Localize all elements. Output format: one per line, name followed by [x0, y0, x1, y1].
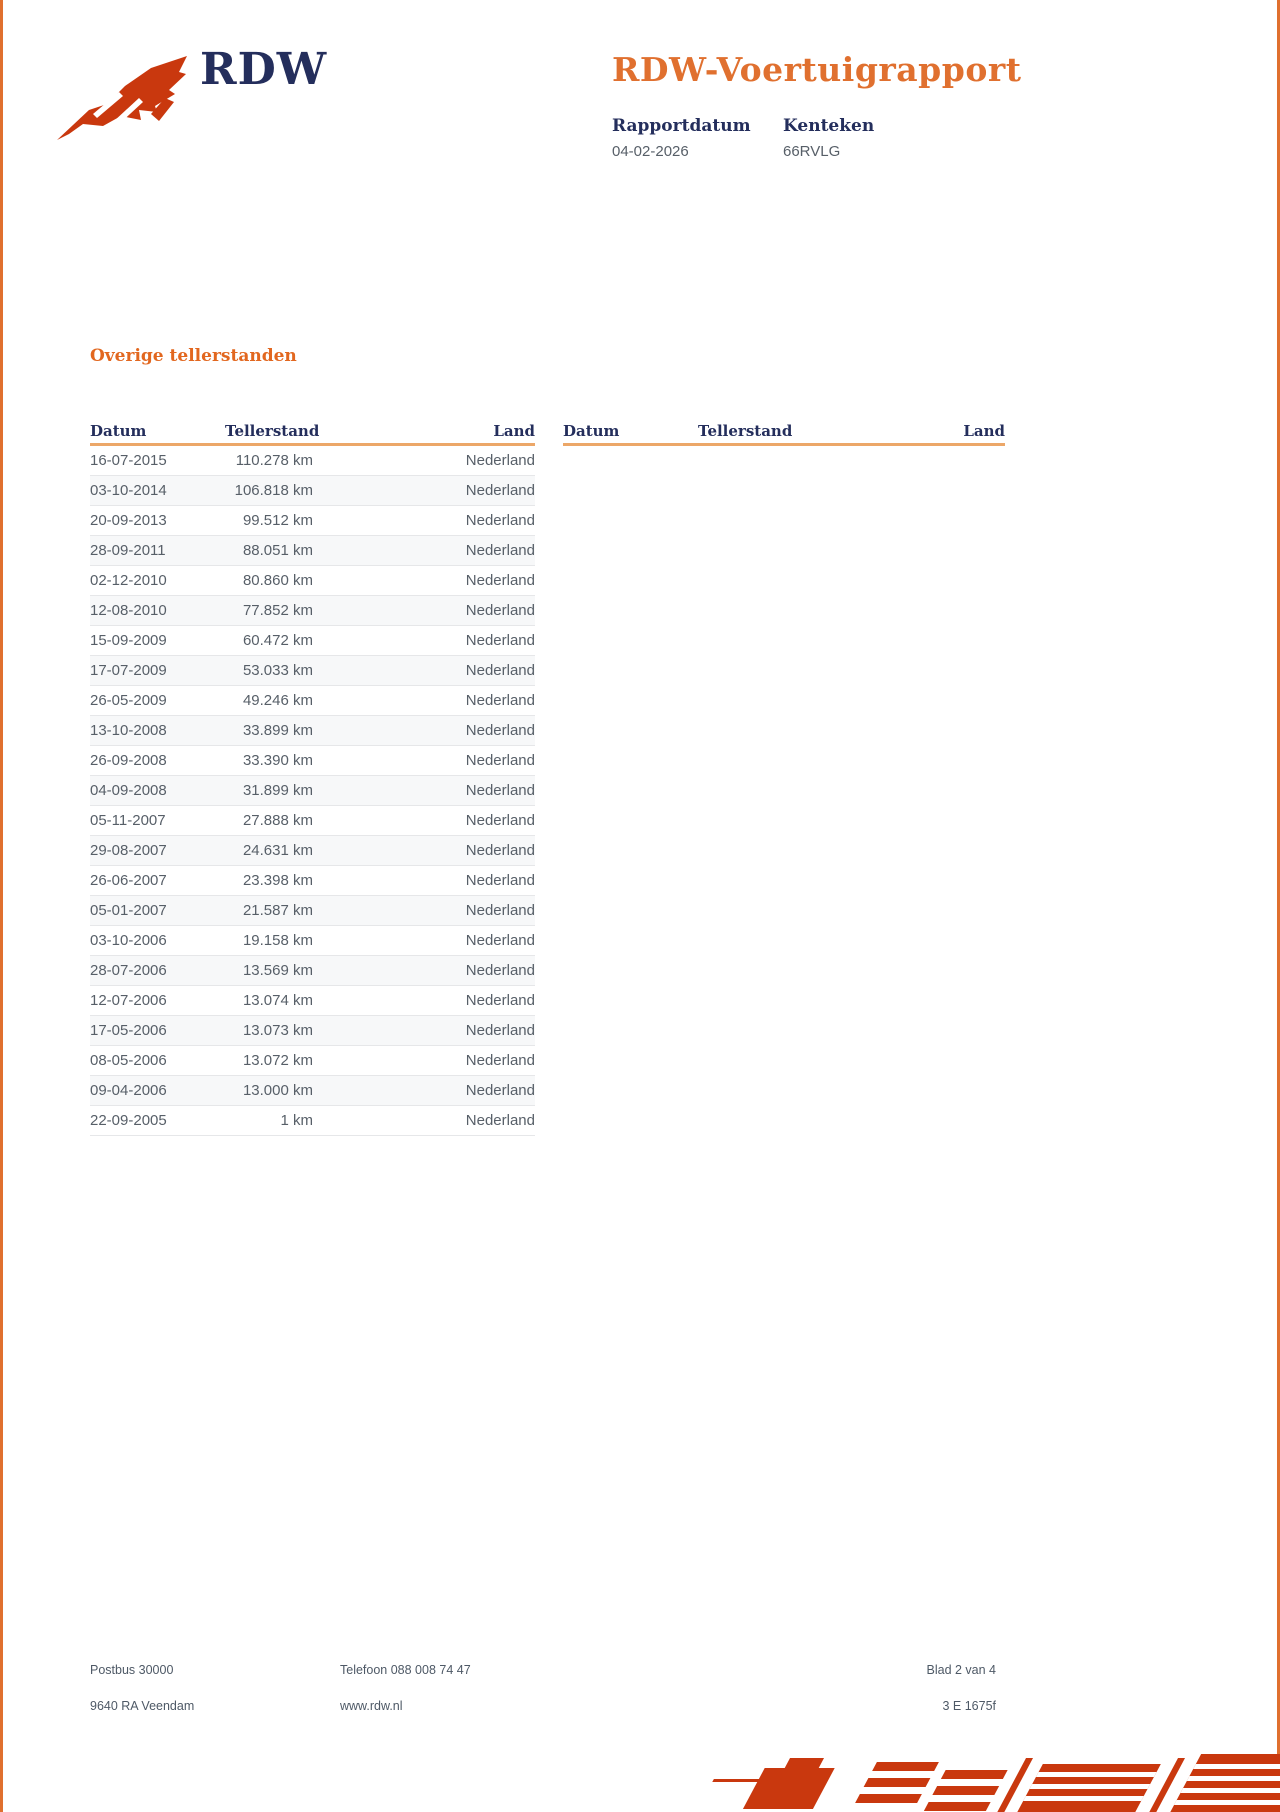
column-header-tellerstand: Tellerstand	[225, 422, 320, 440]
row-country: Nederland	[465, 932, 535, 949]
row-country: Nederland	[465, 1112, 535, 1129]
column-header-datum: Datum	[90, 422, 147, 440]
row-date: 28-09-2011	[90, 542, 166, 559]
row-date: 04-09-2008	[90, 782, 167, 799]
table-row	[90, 596, 535, 626]
row-date: 26-05-2009	[90, 692, 167, 709]
row-date: 12-07-2006	[90, 992, 167, 1009]
row-date: 20-09-2013	[90, 512, 167, 529]
table-row	[90, 656, 535, 686]
footer-page-indicator: Blad 2 van 4	[926, 1663, 996, 1677]
table-row	[90, 896, 535, 926]
table-row	[90, 956, 535, 986]
table-row	[90, 1076, 535, 1106]
table-row	[90, 1106, 535, 1136]
table-row	[90, 986, 535, 1016]
footer-phone: Telefoon 088 008 74 47	[340, 1663, 471, 1677]
row-reading: 33.899 km	[242, 722, 313, 739]
column-header-tellerstand: Tellerstand	[698, 422, 793, 440]
row-reading: 106.818 km	[234, 482, 313, 499]
row-date: 16-07-2015	[90, 452, 167, 469]
footer-document-code: 3 E 1675f	[942, 1699, 996, 1713]
row-reading: 24.631 km	[242, 842, 313, 859]
row-country: Nederland	[465, 1082, 535, 1099]
row-country: Nederland	[465, 632, 535, 649]
row-reading: 60.472 km	[242, 632, 313, 649]
table-row	[90, 686, 535, 716]
report-date-value: 04-02-2026	[612, 143, 689, 160]
row-date: 02-12-2010	[90, 572, 167, 589]
row-country: Nederland	[465, 842, 535, 859]
row-date: 08-05-2006	[90, 1052, 167, 1069]
odometer-table-body	[90, 446, 535, 1136]
row-reading: 1 km	[280, 1112, 313, 1129]
column-header-land: Land	[963, 422, 1005, 440]
row-date: 09-04-2006	[90, 1082, 167, 1099]
row-country: Nederland	[465, 752, 535, 769]
row-country: Nederland	[465, 692, 535, 709]
row-date: 03-10-2014	[90, 482, 167, 499]
row-date: 17-05-2006	[90, 1022, 167, 1039]
footer-postbus: Postbus 30000	[90, 1663, 174, 1677]
row-country: Nederland	[465, 512, 535, 529]
row-country: Nederland	[465, 1052, 535, 1069]
row-country: Nederland	[465, 602, 535, 619]
footer-page-info	[927, 1652, 997, 1724]
row-country: Nederland	[465, 992, 535, 1009]
footer-address	[90, 1652, 194, 1724]
row-date: 17-07-2009	[90, 662, 167, 679]
report-date-label: Rapportdatum	[612, 116, 751, 136]
license-plate-value: 66RVLG	[783, 143, 841, 160]
column-header-land: Land	[493, 422, 535, 440]
row-country: Nederland	[465, 902, 535, 919]
rdw-stripes-decoration	[620, 1742, 1280, 1812]
row-country: Nederland	[465, 722, 535, 739]
row-reading: 13.074 km	[242, 992, 313, 1009]
row-reading: 21.587 km	[242, 902, 313, 919]
report-meta	[612, 116, 874, 160]
table-row	[90, 776, 535, 806]
section-heading: Overige tellerstanden	[90, 346, 297, 366]
table-row	[90, 446, 535, 476]
row-date: 15-09-2009	[90, 632, 167, 649]
table-row	[90, 746, 535, 776]
odometer-table-right	[563, 424, 1005, 446]
row-reading: 13.569 km	[242, 962, 313, 979]
rdw-logo-text: RDW	[200, 44, 328, 95]
row-country: Nederland	[465, 962, 535, 979]
footer-website: www.rdw.nl	[340, 1699, 403, 1713]
row-reading: 80.860 km	[242, 572, 313, 589]
row-reading: 27.888 km	[242, 812, 313, 829]
row-reading: 88.051 km	[242, 542, 313, 559]
table-row	[90, 506, 535, 536]
table-row	[90, 926, 535, 956]
footer-city: 9640 RA Veendam	[90, 1699, 195, 1713]
row-date: 12-08-2010	[90, 602, 167, 619]
row-date: 28-07-2006	[90, 962, 167, 979]
row-date: 29-08-2007	[90, 842, 167, 859]
row-country: Nederland	[465, 812, 535, 829]
license-plate-label: Kenteken	[783, 116, 875, 136]
row-country: Nederland	[465, 482, 535, 499]
row-reading: 53.033 km	[242, 662, 313, 679]
odometer-table-left	[90, 424, 535, 1136]
table-row	[90, 716, 535, 746]
row-reading: 23.398 km	[242, 872, 313, 889]
row-reading: 49.246 km	[242, 692, 313, 709]
table-row	[90, 566, 535, 596]
row-date: 22-09-2005	[90, 1112, 167, 1129]
table-row	[90, 1046, 535, 1076]
row-reading: 31.899 km	[242, 782, 313, 799]
table-row	[90, 1016, 535, 1046]
report-title: RDW-Voertuigrapport	[612, 50, 1022, 89]
table-row	[90, 536, 535, 566]
row-reading: 13.072 km	[242, 1052, 313, 1069]
row-date: 05-01-2007	[90, 902, 167, 919]
page-left-border	[0, 0, 3, 1812]
report-date-block	[612, 116, 783, 160]
row-reading: 13.073 km	[242, 1022, 313, 1039]
table-row	[90, 476, 535, 506]
row-reading: 77.852 km	[242, 602, 313, 619]
row-country: Nederland	[465, 1022, 535, 1039]
column-header-datum: Datum	[563, 422, 620, 440]
row-date: 13-10-2008	[90, 722, 167, 739]
row-reading: 99.512 km	[242, 512, 313, 529]
row-reading: 13.000 km	[242, 1082, 313, 1099]
row-country: Nederland	[465, 452, 535, 469]
row-reading: 110.278 km	[235, 452, 313, 469]
row-reading: 19.158 km	[242, 932, 313, 949]
footer-contact	[340, 1652, 471, 1724]
table-header-row	[563, 424, 1005, 446]
table-row	[90, 836, 535, 866]
row-date: 26-06-2007	[90, 872, 167, 889]
row-reading: 33.390 km	[242, 752, 313, 769]
row-country: Nederland	[465, 572, 535, 589]
row-country: Nederland	[465, 782, 535, 799]
table-row	[90, 626, 535, 656]
row-country: Nederland	[465, 872, 535, 889]
row-date: 03-10-2006	[90, 932, 167, 949]
row-country: Nederland	[465, 542, 535, 559]
row-date: 05-11-2007	[90, 812, 166, 829]
table-row	[90, 806, 535, 836]
license-plate-block	[783, 116, 874, 160]
row-date: 26-09-2008	[90, 752, 167, 769]
rdw-wing-icon	[55, 54, 190, 142]
row-country: Nederland	[465, 662, 535, 679]
table-header-row	[90, 424, 535, 446]
table-row	[90, 866, 535, 896]
